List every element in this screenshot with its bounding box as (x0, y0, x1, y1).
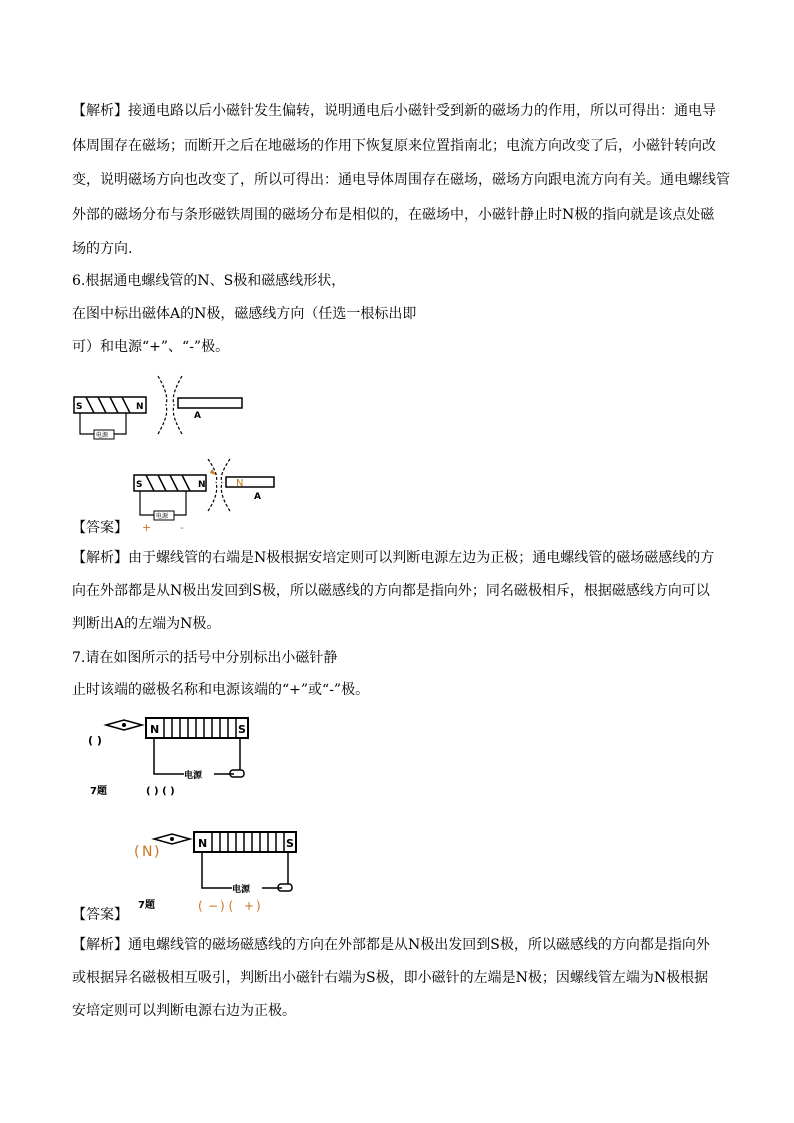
svg-text:(: ( (198, 899, 203, 913)
svg-text:) (: ) ( (220, 899, 234, 913)
question-6-line: 6.根据通电螺线管的N、S极和磁感线形状， (72, 273, 346, 289)
answer-plus: + (142, 521, 152, 534)
analysis-line: 体周围存在磁场；而断开之后在地磁场的作用下恢复原来位置指南北；电流方向改变了后，小磁针转向改 (72, 138, 716, 154)
svg-text:(: ( (134, 844, 140, 860)
analysis-line: 安培定则可以判断电源右边为正极。 (72, 1003, 296, 1019)
figure-label: 7题 (90, 786, 107, 797)
magnet-a-label: A (254, 492, 261, 502)
coil-windings (164, 718, 236, 738)
magnet-a (178, 398, 242, 408)
svg-text:): ) (256, 899, 261, 913)
solenoid-body (194, 832, 296, 852)
magnet-a (226, 477, 274, 487)
solenoid-s-label: S (238, 723, 246, 736)
solenoid-n-label: N (198, 480, 206, 490)
analysis-line: 【解析】接通电路以后小磁针发生偏转，说明通电后小磁针受到新的磁场力的作用，所以可得出：通电导 (72, 103, 716, 119)
figure-label: 7题 (138, 900, 155, 911)
answer-needle-n: N (142, 844, 153, 860)
solenoid-s-label: S (286, 837, 294, 850)
q6-figure-question (70, 372, 280, 442)
answer-minus: − (208, 899, 219, 913)
power-blank-brackets: ( ) ( ) (146, 786, 175, 797)
power-label: 电源 (96, 432, 109, 439)
field-line-left (158, 376, 167, 434)
analysis-line: 【解析】通电螺线管的磁场磁感线的方向在外部都是从N极出发回到S极，所以磁感线的方向都是指向外 (72, 937, 710, 953)
coil-windings (212, 832, 284, 852)
solenoid-body (134, 475, 206, 491)
analysis-line: 【解析】由于螺线管的右端是N极根据安培定则可以判断电源左边为正极；通电螺线管的磁场磁感线的方 (72, 550, 715, 566)
analysis-line: 外部的磁场分布与条形磁铁周围的磁场分布是相似的，在磁场中，小磁针静止时N极的指向就是该点处磁 (72, 207, 715, 223)
solenoid-n-label: N (136, 402, 144, 412)
solenoid-body (146, 718, 248, 738)
question-7-line: 7.请在如图所示的括号中分别标出小磁针静 (72, 650, 338, 666)
solenoid-n-label: N (198, 837, 208, 850)
analysis-line: 或根据异名磁极相互吸引，判断出小磁针右端为S极，即小磁针的左端是N极；因螺线管左端为N极根据 (72, 970, 709, 986)
circuit-wire (202, 852, 288, 888)
field-direction-arrow (210, 469, 216, 475)
needle-blank-bracket: ( ) (88, 734, 102, 747)
svg-text:): ) (154, 844, 160, 860)
power-label: 电源 (232, 885, 251, 895)
magnet-a-label: A (194, 411, 201, 421)
q7-figure-question (84, 712, 264, 802)
circuit-wire (80, 413, 126, 434)
question-7-line: 止时该端的磁极名称和电源该端的“+”或“-”极。 (72, 682, 370, 698)
solenoid-s-label: S (76, 402, 83, 412)
circuit-wire (154, 738, 240, 774)
solenoid-n-label: N (150, 723, 160, 736)
analysis-line: 向在外部都是从N极出发回到S极，所以磁感线的方向都是指向外；同名磁极相斥，根据磁感线方向可以 (72, 583, 710, 599)
analysis-line: 变，说明磁场方向也改变了，所以可得出：通电导体周围存在磁场，磁场方向跟电流方向有关。通电螺线管 (72, 172, 730, 188)
power-label: 电源 (184, 771, 203, 781)
answer-plus: + (244, 899, 255, 913)
q7-figure-answer (132, 826, 312, 916)
field-line-left (208, 459, 217, 511)
analysis-line: 场的方向. (72, 241, 133, 257)
coil-windings (86, 397, 130, 413)
answer-label: 【答案】 (72, 907, 128, 923)
analysis-line: 判断出A的左端为N极。 (72, 616, 221, 632)
question-6-line: 可）和电源“+”、“-”极。 (72, 339, 230, 355)
coil-windings (146, 475, 190, 491)
answer-minus: - (180, 521, 184, 534)
answer-n-pole: N (236, 478, 244, 489)
power-label: 电源 (156, 513, 169, 520)
q6-figure-answer (130, 455, 280, 535)
question-6-line: 在图中标出磁体A的N极，磁感线方向（任选一根标出即 (72, 306, 417, 322)
answer-label: 【答案】 (72, 520, 128, 536)
solenoid-s-label: S (136, 480, 143, 490)
